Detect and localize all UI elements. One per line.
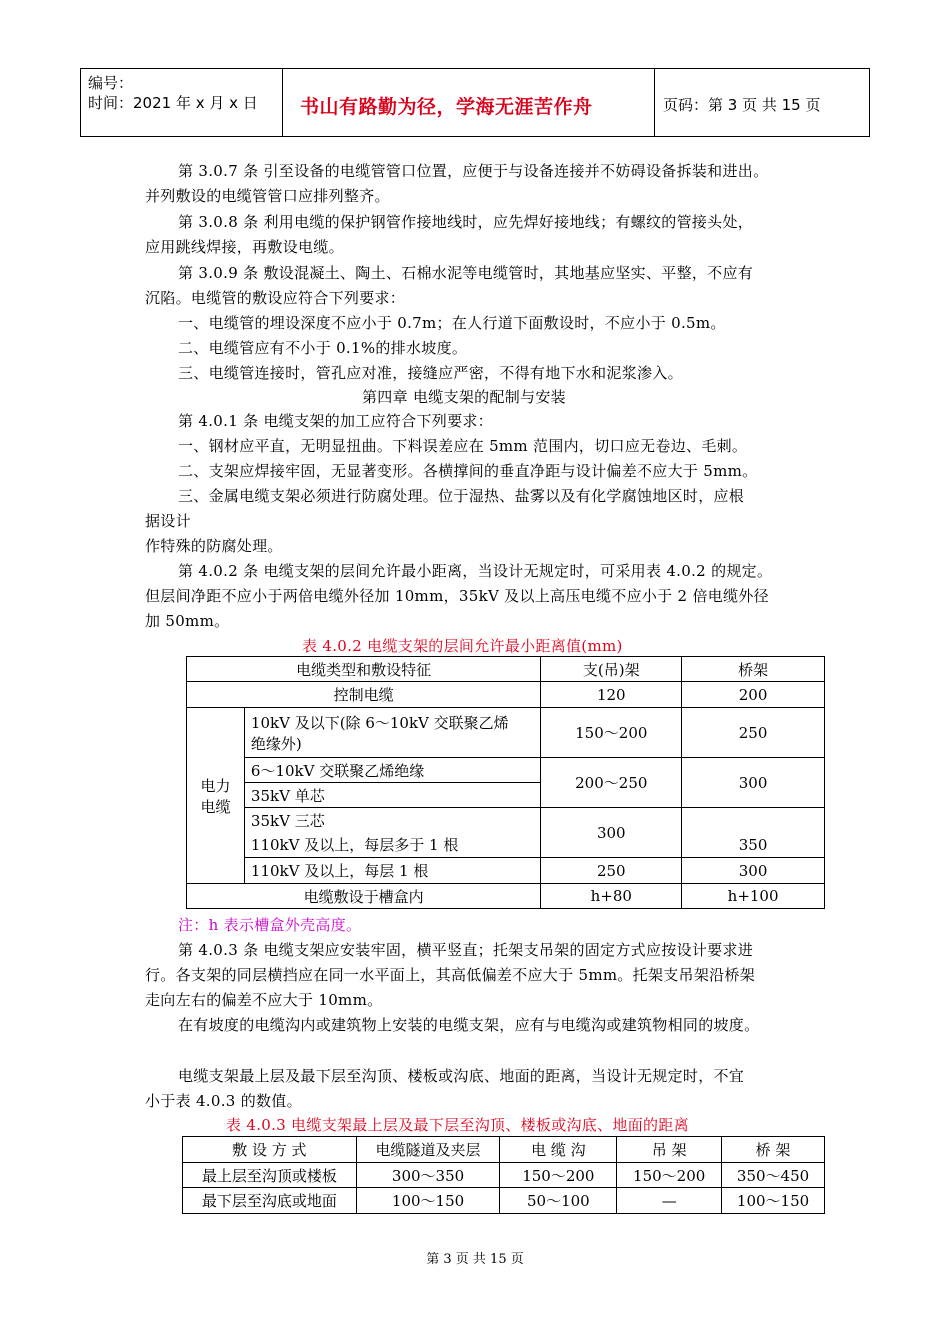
power-cable-label-line2: 电缆	[200, 797, 231, 816]
para-distance-line2: 小于表 4.0.3 的数值。	[145, 1092, 302, 1110]
table-row	[187, 833, 825, 858]
table-row	[187, 884, 825, 909]
table-header-cell: 电缆类型和敷设特征	[187, 657, 541, 682]
table-cell: 100～150	[356, 1188, 500, 1214]
table-cell: 最下层至沟底或地面	[183, 1188, 357, 1214]
cell-line: 10kV 及以下(除 6～10kV 交联聚乙烯	[250, 713, 509, 732]
table-cell: 250	[541, 858, 682, 884]
header-top-rule	[80, 68, 870, 69]
table-cell: 150～200	[541, 708, 682, 758]
table-4-0-2-caption: 表 4.0.2 电缆支架的层间允许最小距离值(mm)	[302, 637, 623, 655]
table-cell: 最上层至沟顶或楼板	[183, 1163, 357, 1188]
table-cell: 250	[682, 708, 825, 758]
table-cell: 35kV 单芯	[244, 783, 540, 808]
para-3-0-8-line1: 第 3.0.8 条 利用电缆的保护钢管作接地线时，应先焊好接地线；有螺纹的管接头处，	[178, 213, 754, 231]
table-cell: 200～250	[541, 758, 682, 808]
table-header-cell: 桥 架	[722, 1137, 825, 1163]
para-4-0-3-line1: 第 4.0.3 条 电缆支架应安装牢固，横平竖直；托架支吊架的固定方式应按设计要求进	[178, 941, 754, 959]
para-4-0-3-line2: 行。各支架的同层横挡应在同一水平面上，其高低偏差不应大于 5mm。托架支吊架沿桥架	[145, 966, 756, 984]
table-cell: h+100	[682, 884, 825, 909]
para-3-0-9-line2: 沉陷。电缆管的敷设应符合下列要求：	[145, 289, 406, 307]
table-cell: 150～200	[500, 1163, 617, 1188]
para-4-0-1-item3-line2: 据设计	[145, 512, 191, 530]
table-row	[183, 1188, 825, 1214]
para-3-0-7-line2: 并列敷设的电缆管管口应排列整齐。	[145, 187, 390, 205]
table-cell: 300	[682, 858, 825, 884]
cell-line: 绝缘外)	[250, 734, 302, 753]
para-4-0-1-item3-line1: 三、金属电缆支架必须进行防腐处理。位于湿热、盐雾以及有化学腐蚀地区时，应根	[178, 487, 745, 505]
table-header-cell: 电缆隧道及夹层	[356, 1137, 500, 1163]
table-cell	[244, 708, 540, 758]
para-3-0-9-line1: 第 3.0.9 条 敷设混凝土、陶土、石棉水泥等电缆管时，其地基应坚实、平整，不应有	[178, 264, 754, 282]
table-cell: 150～200	[617, 1163, 722, 1188]
table-row	[183, 1137, 825, 1163]
table-cell: 100～150	[722, 1188, 825, 1214]
power-cable-label-line1: 电力	[200, 776, 231, 795]
table-header-cell: 桥架	[682, 657, 825, 682]
table-header-cell: 支(吊)架	[541, 657, 682, 682]
table-row	[187, 657, 825, 682]
header-divider-1	[282, 68, 283, 136]
table-cell: 300～350	[356, 1163, 500, 1188]
header-border-left	[80, 68, 81, 136]
para-4-0-1-item3-line3: 作特殊的防腐处理。	[145, 537, 283, 555]
table-cell	[682, 808, 825, 833]
para-3-0-8-line2: 应用跳线焊接，再敷设电缆。	[145, 238, 344, 256]
para-4-0-2-line1: 第 4.0.2 条 电缆支架的层间允许最小距离，当设计无规定时，可采用表 4.0.2 的规定。	[178, 562, 773, 580]
para-slope: 在有坡度的电缆沟内或建筑物上安装的电缆支架，应有与电缆沟或建筑物相同的坡度。	[178, 1016, 760, 1034]
para-4-0-3-line3: 走向左右的偏差不应大于 10mm。	[145, 991, 383, 1009]
header-motto: 书山有路勤为径，学海无涯苦作舟	[300, 96, 593, 118]
page-footer: 第 3 页 共 15 页	[426, 1252, 524, 1267]
table-cell: 电缆敷设于槽盒内	[187, 884, 541, 909]
table-row	[187, 758, 825, 783]
table-4-0-2-note: 注：h 表示槽盒外壳高度。	[178, 916, 362, 934]
table-row	[187, 708, 825, 758]
header-page-label: 页码：第 3 页 共 15 页	[663, 96, 821, 114]
chapter-title: 第四章 电缆支架的配制与安装	[362, 388, 566, 406]
table-cell: 120	[541, 682, 682, 708]
table-row	[187, 808, 825, 833]
para-3-0-9-item1: 一、电缆管的埋设深度不应小于 0.7m；在人行道下面敷设时，不应小于 0.5m。	[178, 314, 726, 332]
para-4-0-1-item1: 一、钢材应平直，无明显扭曲。下料误差应在 5mm 范围内，切口应无卷边、毛刺。	[178, 437, 748, 455]
para-4-0-1-item2: 二、支架应焊接牢固，无显著变形。各横撑间的垂直净距与设计偏差不应大于 5mm。	[178, 462, 758, 480]
doc-time-label: 时间：2021 年 x 月 x 日	[88, 94, 258, 112]
para-3-0-9-item2: 二、电缆管应有不小于 0.1%的排水坡度。	[178, 339, 468, 357]
table-4-0-3-caption: 表 4.0.3 电缆支架最上层及最下层至沟顶、楼板或沟底、地面的距离	[226, 1116, 689, 1134]
table-cell: 350～450	[722, 1163, 825, 1188]
table-cell: 35kV 三芯	[244, 808, 540, 833]
doc-number-label: 编号：	[88, 74, 134, 92]
table-cell: —	[617, 1188, 722, 1214]
header-divider-2	[654, 68, 655, 136]
table-cell: 6～10kV 交联聚乙烯绝缘	[244, 758, 540, 783]
table-row	[183, 1163, 825, 1188]
table-cell: 350	[682, 833, 825, 858]
table-header-cell: 敷 设 方 式	[183, 1137, 357, 1163]
table-cell: 300	[682, 758, 825, 808]
table-cell: 控制电缆	[187, 682, 541, 708]
table-header-cell: 吊 架	[617, 1137, 722, 1163]
table-cell: 300	[541, 808, 682, 858]
table-cell: 200	[682, 682, 825, 708]
table-row	[187, 858, 825, 884]
table-header-cell: 电 缆 沟	[500, 1137, 617, 1163]
para-4-0-2-line2: 但层间净距不应小于两倍电缆外径加 10mm，35kV 及以上高压电缆不应小于 2 倍电缆外径	[145, 587, 769, 605]
table-cell: 50～100	[500, 1188, 617, 1214]
para-4-0-2-line3: 加 50mm。	[145, 612, 230, 630]
table-4-0-2	[186, 656, 825, 909]
para-3-0-9-item3: 三、电缆管连接时，管孔应对准，接缝应严密，不得有地下水和泥浆渗入。	[178, 364, 683, 382]
table-cell: h+80	[541, 884, 682, 909]
header-border-right	[869, 68, 870, 136]
para-4-0-1-line1: 第 4.0.1 条 电缆支架的加工应符合下列要求：	[178, 412, 493, 430]
power-cable-label-cell	[187, 708, 245, 884]
table-4-0-3	[182, 1136, 825, 1214]
para-3-0-7-line1: 第 3.0.7 条 引至设备的电缆管管口位置，应便于与设备连接并不妨碍设备拆装和进出。	[178, 162, 769, 180]
para-distance-line1: 电缆支架最上层及最下层至沟顶、楼板或沟底、地面的距离，当设计无规定时，不宜	[178, 1067, 745, 1085]
table-row	[187, 682, 825, 708]
table-cell: 110kV 及以上，每层多于 1 根	[244, 833, 540, 858]
header-bottom-rule	[80, 136, 870, 137]
table-cell: 110kV 及以上，每层 1 根	[244, 858, 540, 884]
